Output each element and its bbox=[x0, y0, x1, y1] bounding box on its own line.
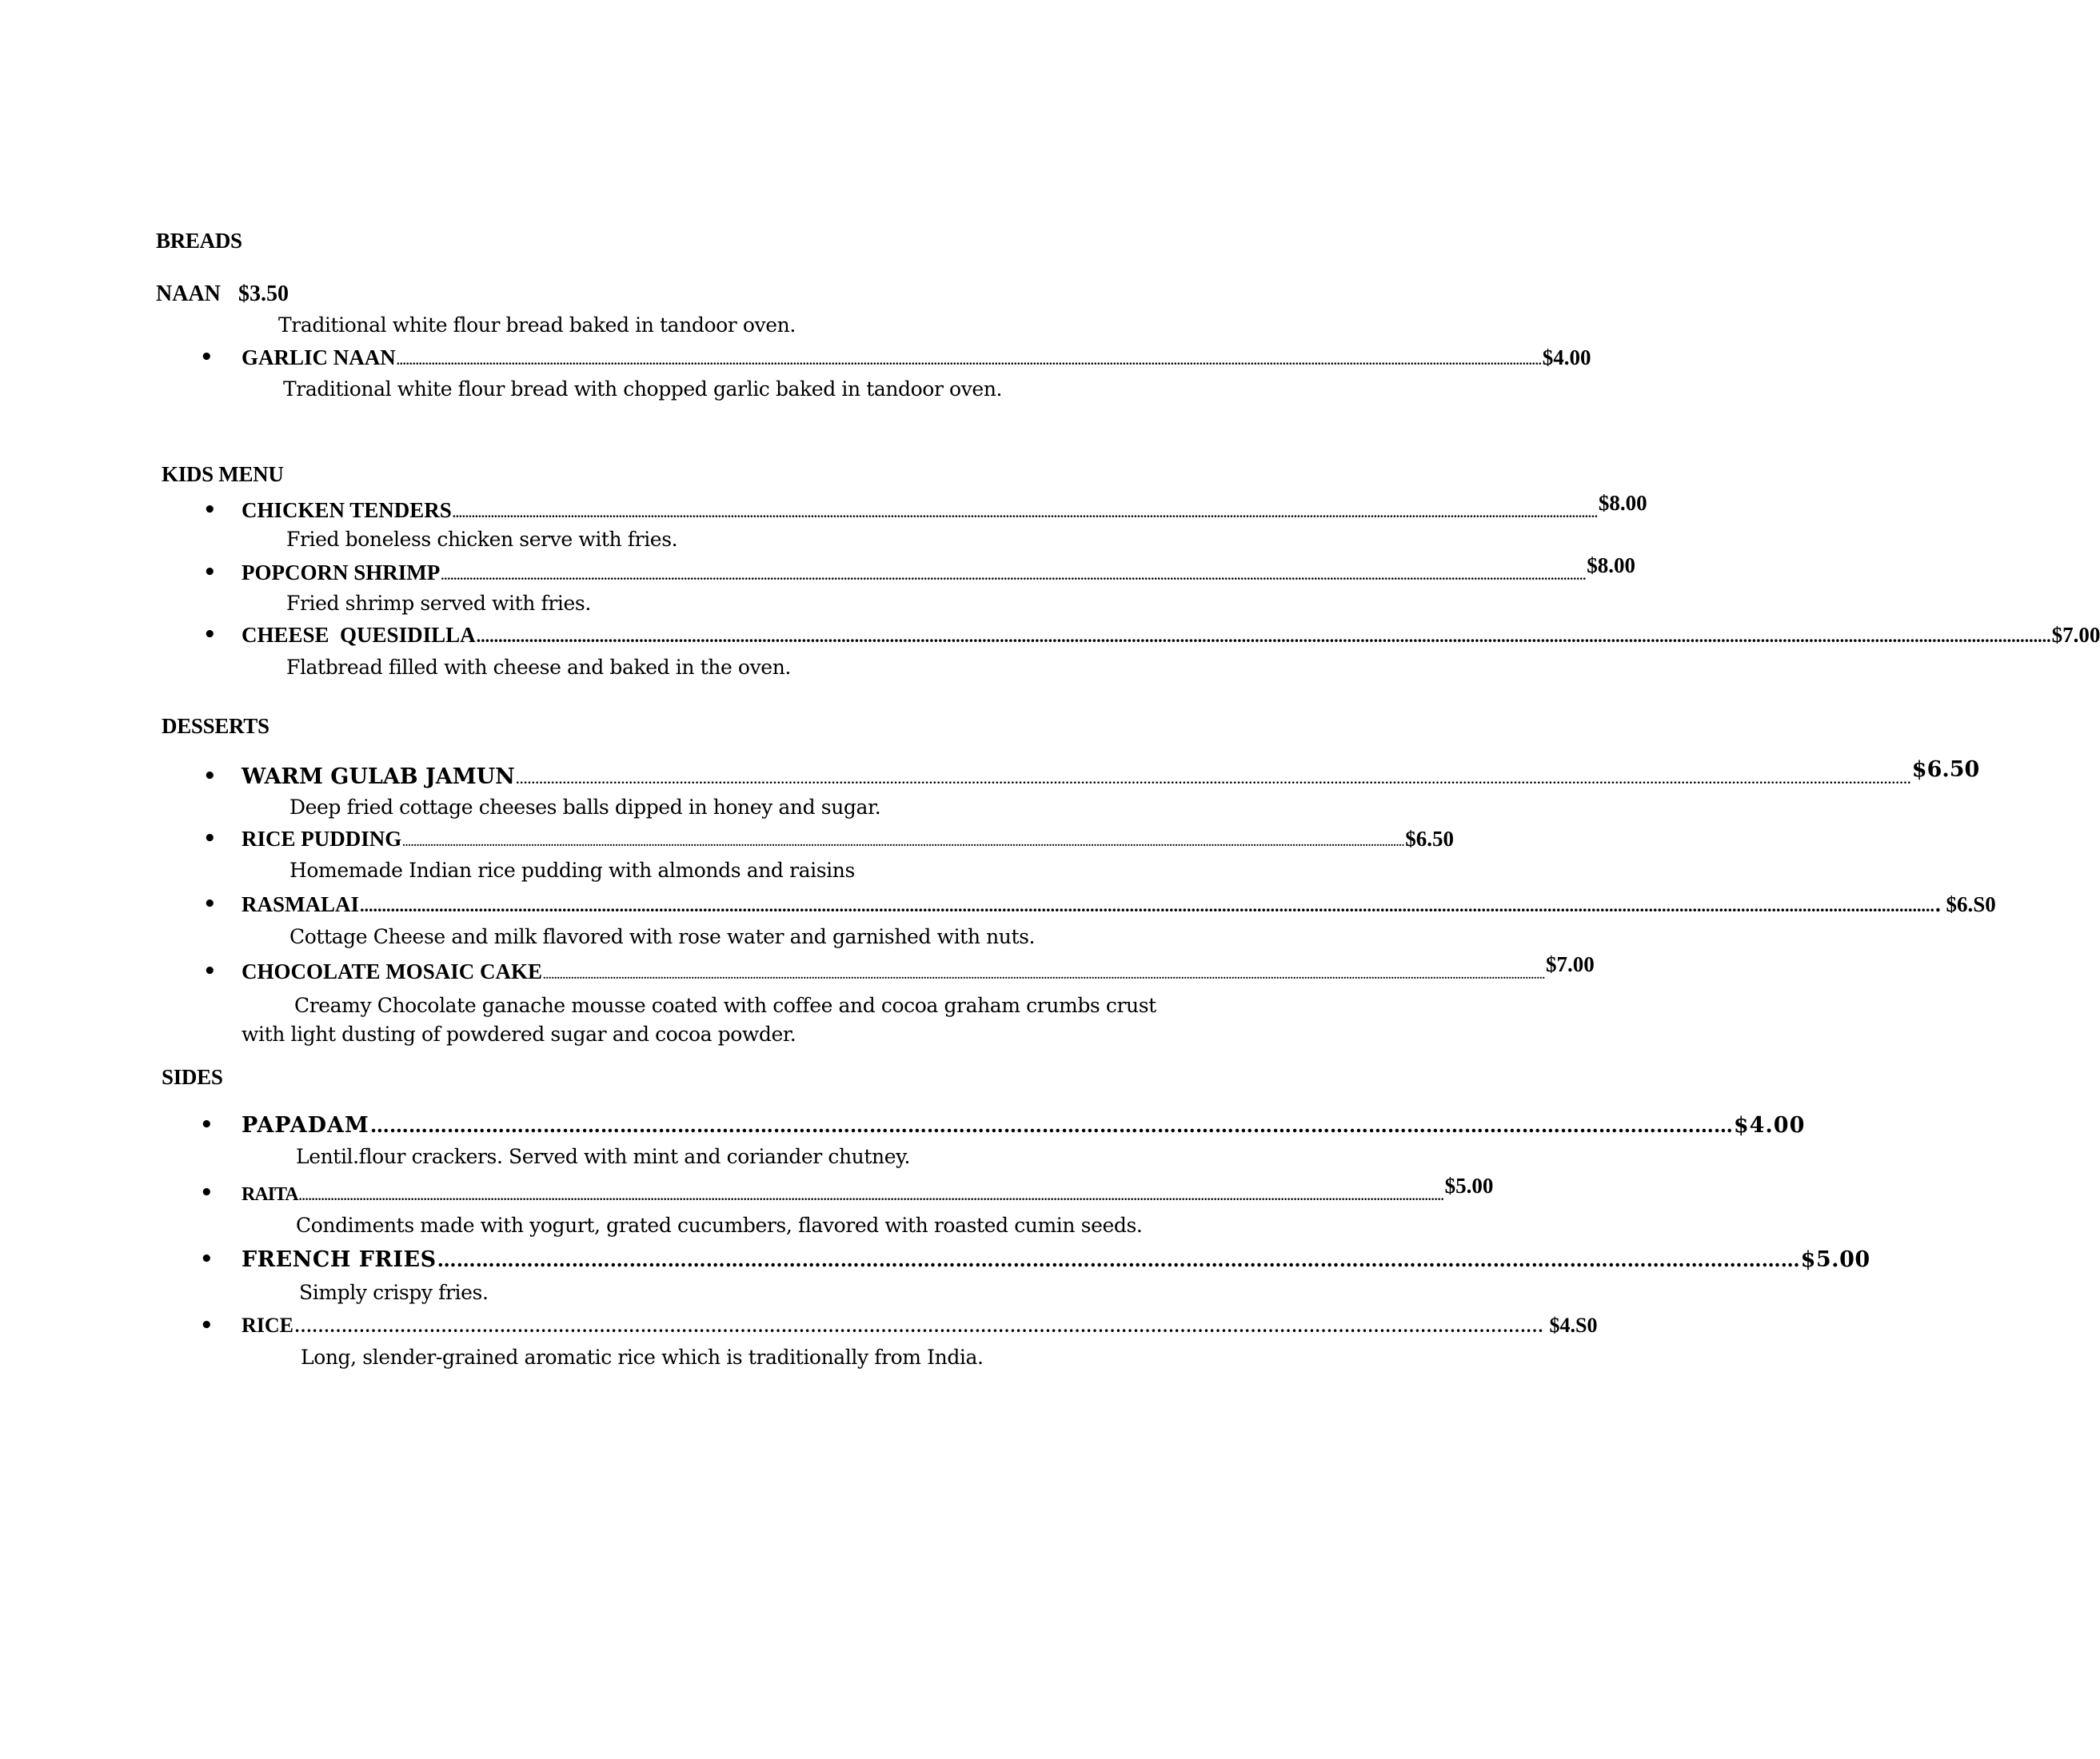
dot-leader: ...................................................................................................................................................................................................................................................................................................................................................................... bbox=[298, 1190, 1444, 1203]
menu-item-rice bbox=[242, 1314, 1598, 1338]
item-name: GARLIC NAAN bbox=[242, 345, 396, 369]
menu-item-chocolate-mosaic-cake bbox=[242, 952, 1595, 984]
bullet-icon: • bbox=[203, 560, 217, 584]
item-name: WARM GULAB JAMUN bbox=[242, 764, 515, 789]
dot-leader: …………………………………………………………………………………………………………………………………………………………………………………………… bbox=[437, 1248, 1800, 1271]
item-price: $4.00 bbox=[1542, 345, 1591, 369]
item-price: $5.00 bbox=[1444, 1174, 1494, 1198]
bullet-icon: • bbox=[203, 892, 217, 916]
dot-leader: ...................................................................................................................................................................................................................................................................................................................................................................... bbox=[441, 569, 1587, 583]
bullet-icon: • bbox=[200, 1314, 214, 1338]
item-name: PAPADAM bbox=[242, 1113, 369, 1138]
bullet-icon: • bbox=[200, 1247, 214, 1271]
section-heading-breads: BREADS bbox=[156, 229, 242, 253]
menu-item-raita bbox=[242, 1174, 1494, 1206]
bullet-icon: • bbox=[203, 827, 217, 851]
section-heading-desserts: DESSERTS bbox=[162, 714, 269, 738]
item-name: POPCORN SHRIMP bbox=[242, 560, 441, 584]
menu-item-naan-description: Traditional white flour bread baked in tandoor oven. bbox=[278, 313, 796, 337]
item-name: RICE PUDDING bbox=[242, 827, 402, 851]
menu-item-french-fries-description: Simply crispy fries. bbox=[299, 1281, 489, 1304]
section-heading-sides: SIDES bbox=[162, 1065, 223, 1089]
dot-leader: ...................................................................................................................................................................................................................................................................................................................................................................... bbox=[452, 507, 1598, 521]
item-price: $4.S0 bbox=[1544, 1314, 1598, 1337]
item-price: $8.00 bbox=[1587, 553, 1635, 577]
bullet-icon: • bbox=[200, 1113, 214, 1137]
item-price: $4.00 bbox=[1733, 1113, 1806, 1138]
item-price: $7.00 bbox=[1546, 952, 1595, 976]
item-name: CHOCOLATE MOSAIC CAKE bbox=[242, 959, 543, 983]
item-price: $5.00 bbox=[1800, 1247, 1870, 1272]
item-name: RASMALAI bbox=[242, 892, 360, 916]
menu-item-naan-price: $3.50 bbox=[238, 281, 289, 306]
menu-item-rice-description: Long, slender-grained aromatic rice which is traditionally from India. bbox=[301, 1346, 984, 1369]
bullet-icon: • bbox=[203, 764, 217, 788]
item-name: CHEESE QUESIDILLA bbox=[242, 623, 476, 647]
menu-item-papadam bbox=[242, 1113, 1806, 1138]
item-price: $7.00 bbox=[2051, 623, 2100, 647]
menu-item-french-fries bbox=[242, 1247, 1870, 1272]
menu-item-popcorn-shrimp bbox=[242, 553, 1635, 585]
dot-leader: ...................................................................................................................................................................................................................................................................................................................................................................... bbox=[515, 774, 1911, 787]
menu-item-warm-gulab-jamun bbox=[242, 757, 1980, 789]
dot-leader: ...................................................................................................................................................................................................................................................................................................................................................................... bbox=[360, 895, 1935, 915]
menu-item-rasmalai-description: Cottage Cheese and milk flavored with rose water and garnished with nuts. bbox=[289, 925, 1036, 948]
item-name: FRENCH FRIES bbox=[242, 1247, 437, 1272]
menu-item-raita-description: Condiments made with yogurt, grated cucumbers, flavored with roasted cumin seeds. bbox=[296, 1214, 1143, 1237]
menu-item-garlic-naan-description: Traditional white flour bread with chopped garlic baked in tandoor oven. bbox=[283, 377, 1003, 401]
dot-leader: …………………………………………………………………………………………………………………………………………………………………………………………… bbox=[369, 1114, 1733, 1137]
menu-item-popcorn-shrimp-description: Fried shrimp served with fries. bbox=[286, 592, 591, 615]
menu-item-chocolate-mosaic-cake-description: Creamy Chocolate ganache mousse coated with coffee and cocoa graham crumbs crust with light dusting of powdered sugar and cocoa powder. bbox=[242, 994, 1156, 1046]
item-price: $6.50 bbox=[1911, 757, 1980, 782]
menu-item-cheese-quesidilla bbox=[242, 623, 2100, 648]
bullet-icon: • bbox=[203, 623, 217, 647]
dot-leader: ...................................................................................................................................................................................................................................................................................................................................................................... bbox=[476, 626, 2051, 646]
menu-item-naan-name: NAAN bbox=[156, 281, 221, 306]
item-price: $8.00 bbox=[1598, 491, 1647, 515]
bullet-icon: • bbox=[200, 345, 214, 369]
bullet-icon: • bbox=[200, 1181, 214, 1205]
dot-leader: …………………………………………………………………………………………………………………………………………………………………………………………… bbox=[294, 1316, 1544, 1336]
item-name: RICE bbox=[242, 1314, 294, 1337]
item-name: RAITA bbox=[242, 1184, 298, 1205]
item-price: $6.50 bbox=[1405, 827, 1455, 851]
dot-leader: ...................................................................................................................................................................................................................................................................................................................................................................... bbox=[402, 837, 1405, 849]
menu-item-cheese-quesidilla-description: Flatbread filled with cheese and baked in the oven. bbox=[286, 656, 791, 679]
menu-item-garlic-naan bbox=[242, 345, 1591, 370]
bullet-icon: • bbox=[203, 498, 217, 522]
menu-item-papadam-description: Lentil.flour crackers. Served with mint and coriander chutney. bbox=[296, 1145, 911, 1168]
dot-leader: ...................................................................................................................................................................................................................................................................................................................................................................... bbox=[543, 970, 1546, 982]
menu-item-chicken-tenders-description: Fried boneless chicken serve with fries. bbox=[286, 528, 678, 551]
menu-item-rice-pudding-description: Homemade Indian rice pudding with almonds and raisins bbox=[289, 859, 855, 882]
menu-item-chicken-tenders bbox=[242, 491, 1647, 523]
menu-item-warm-gulab-jamun-description: Deep fried cottage cheeses balls dipped in honey and sugar. bbox=[289, 796, 881, 819]
item-price: . $6.S0 bbox=[1935, 892, 1996, 916]
section-heading-kids-menu: KIDS MENU bbox=[162, 462, 284, 486]
bullet-icon: • bbox=[203, 959, 217, 983]
dot-leader: ...................................................................................................................................................................................................................................................................................................................................................................... bbox=[396, 354, 1542, 368]
item-name: CHICKEN TENDERS bbox=[242, 498, 452, 522]
menu-item-rasmalai bbox=[242, 892, 1996, 917]
menu-item-rice-pudding bbox=[242, 827, 1455, 852]
